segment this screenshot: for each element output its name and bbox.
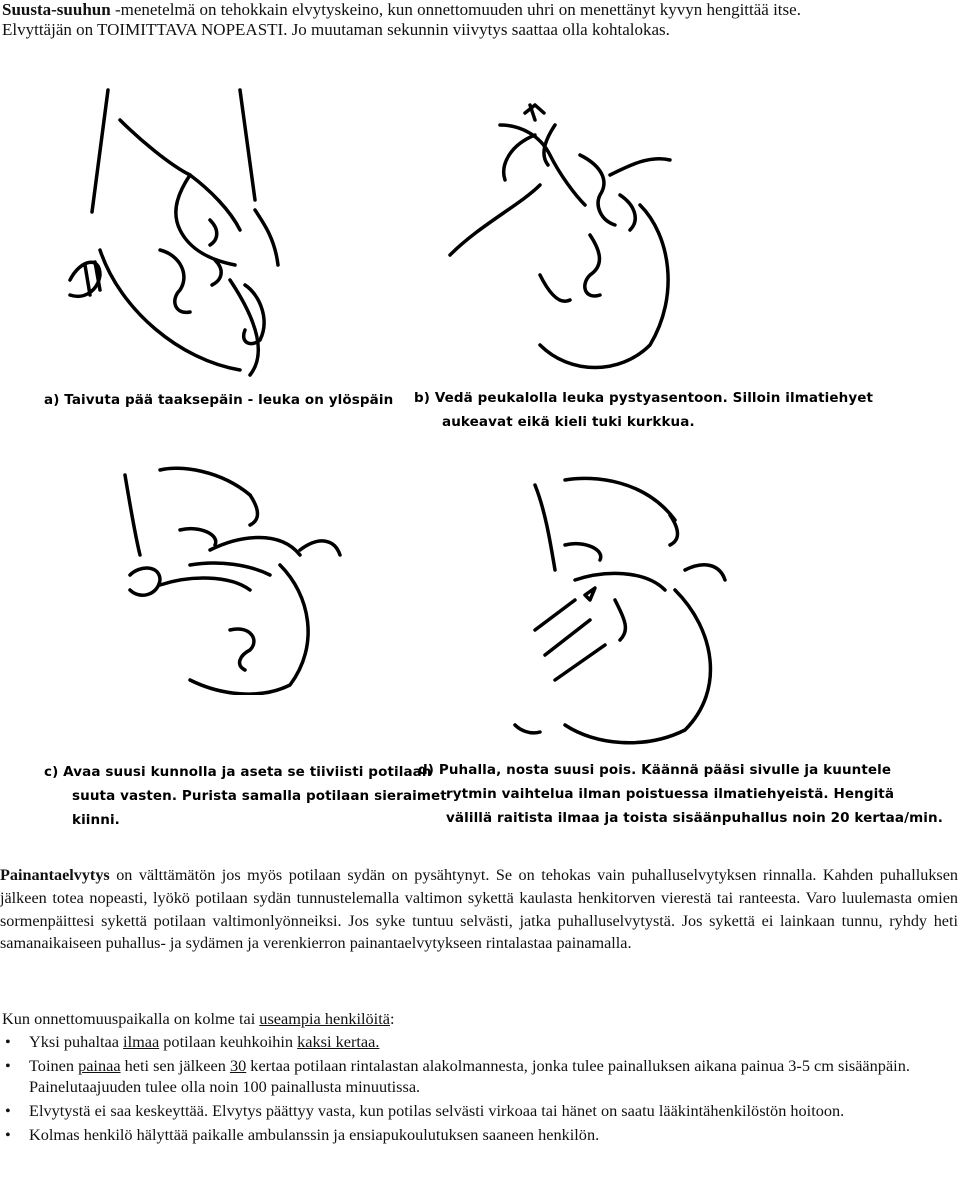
caption-c-line2: suuta vasten. Purista samalla potilaan sieraimet — [72, 788, 447, 804]
compression-paragraph — [0, 864, 958, 955]
compression-text: on välttämätön jos myös potilaan sydän on pysähtynyt. Se on tehokas vain puhalluselvytyksen rinnalla. Kahden puhalluksen jälkeen totea nopeasti, lyökö potilaan sydän tunnustelemalla valtimon sykettä kaulasta henkitorven vierestä tai ranteesta. Varo luulemasta omien sormenpäittesi sykettä potilaan valtimonlyönneiksi. Jos syke tuntuu selvästi, jatka puhalluselvytystä. Jos sykettä ei lainkaan tunnu, ryhdy heti samanaikaiseen puhallus- ja sydämen ja verenkierron painantaelvytykseen rintalastaa painamalla. — [0, 866, 958, 953]
intro-line1: -menetelmä on tehokkain elvytyskeino, kun onnettomuuden uhri on menettänyt kyvyn hengittää itse. — [110, 0, 801, 19]
group-intro: Kun onnettomuuspaikalla on kolme tai useampia henkilöitä: — [2, 1009, 395, 1028]
intro-bold-term: Suusta-suuhun — [2, 0, 111, 19]
compression-bold-term: Painantaelvytys — [0, 866, 110, 884]
caption-b-line2: aukeavat eikä kieli tuki kurkkua. — [442, 414, 695, 430]
caption-c-line3: kiinni. — [72, 812, 120, 828]
figure-b-illustration — [440, 95, 700, 380]
list-item: • Kolmas henkilö hälyttää paikalle ambulanssin ja ensiapukoulutuksen saaneen henkilön. — [5, 1125, 600, 1144]
caption-c-line1: c) Avaa suusi kunnolla ja aseta se tiiviisti potilaan — [44, 764, 432, 780]
bullet-icon: • — [5, 1101, 11, 1120]
caption-b-line1: b) Vedä peukalolla leuka pystyasentoon. Silloin ilmatiehyet — [414, 390, 874, 406]
caption-a-line1: a) Taivuta pää taaksepäin - leuka on ylöspäin — [44, 392, 394, 408]
bullet-icon: • — [5, 1125, 11, 1144]
figure-a-illustration — [40, 80, 340, 380]
intro-line2: Elvyttäjän on TOIMITTAVA NOPEASTI. Jo muutaman sekunnin viivytys saattaa olla kohtalokas. — [2, 20, 670, 39]
instruction-list — [2, 1031, 952, 1145]
caption-d-line2: rytmin vaihtelua ilman poistuessa ilmatiehyeistä. Hengitä — [446, 786, 895, 802]
figure-c-illustration — [100, 465, 350, 695]
figure-c-caption — [44, 760, 447, 832]
figure-d-caption — [418, 758, 943, 830]
bullet-icon: • — [5, 1032, 11, 1051]
list-item: • Yksi puhaltaa ilmaa potilaan keuhkoihin kaksi kertaa. — [5, 1032, 380, 1051]
figure-b-caption — [414, 386, 873, 434]
group-intro-underlined: useampia henkilöitä — [259, 1009, 390, 1028]
caption-d-line1: d) Puhalla, nosta suusi pois. Käännä pääsi sivulle ja kuuntele — [418, 762, 892, 778]
figure-a-caption — [44, 388, 393, 412]
list-item: • Toinen painaa heti sen jälkeen 30 kertaa potilaan rintalastan alakolmannesta, jonka tulee painalluksen aikana painua 3-5 cm sisäänpäin. Painelutaajuuden tulee olla noin 100 painallusta minuutissa. — [5, 1056, 910, 1096]
figure-d-illustration — [475, 470, 745, 750]
group-instructions — [2, 1008, 952, 1148]
list-item: • Elvytystä ei saa keskeyttää. Elvytys päättyy vasta, kun potilas selvästi virkoaa tai hänet on saatu lääkintähenkilöstön hoitoon. — [5, 1101, 845, 1120]
caption-d-line3: välillä raitista ilmaa ja toista sisäänpuhallus noin 20 kertaa/min. — [446, 810, 943, 826]
bullet-icon: • — [5, 1056, 11, 1075]
intro-paragraph — [2, 0, 952, 40]
